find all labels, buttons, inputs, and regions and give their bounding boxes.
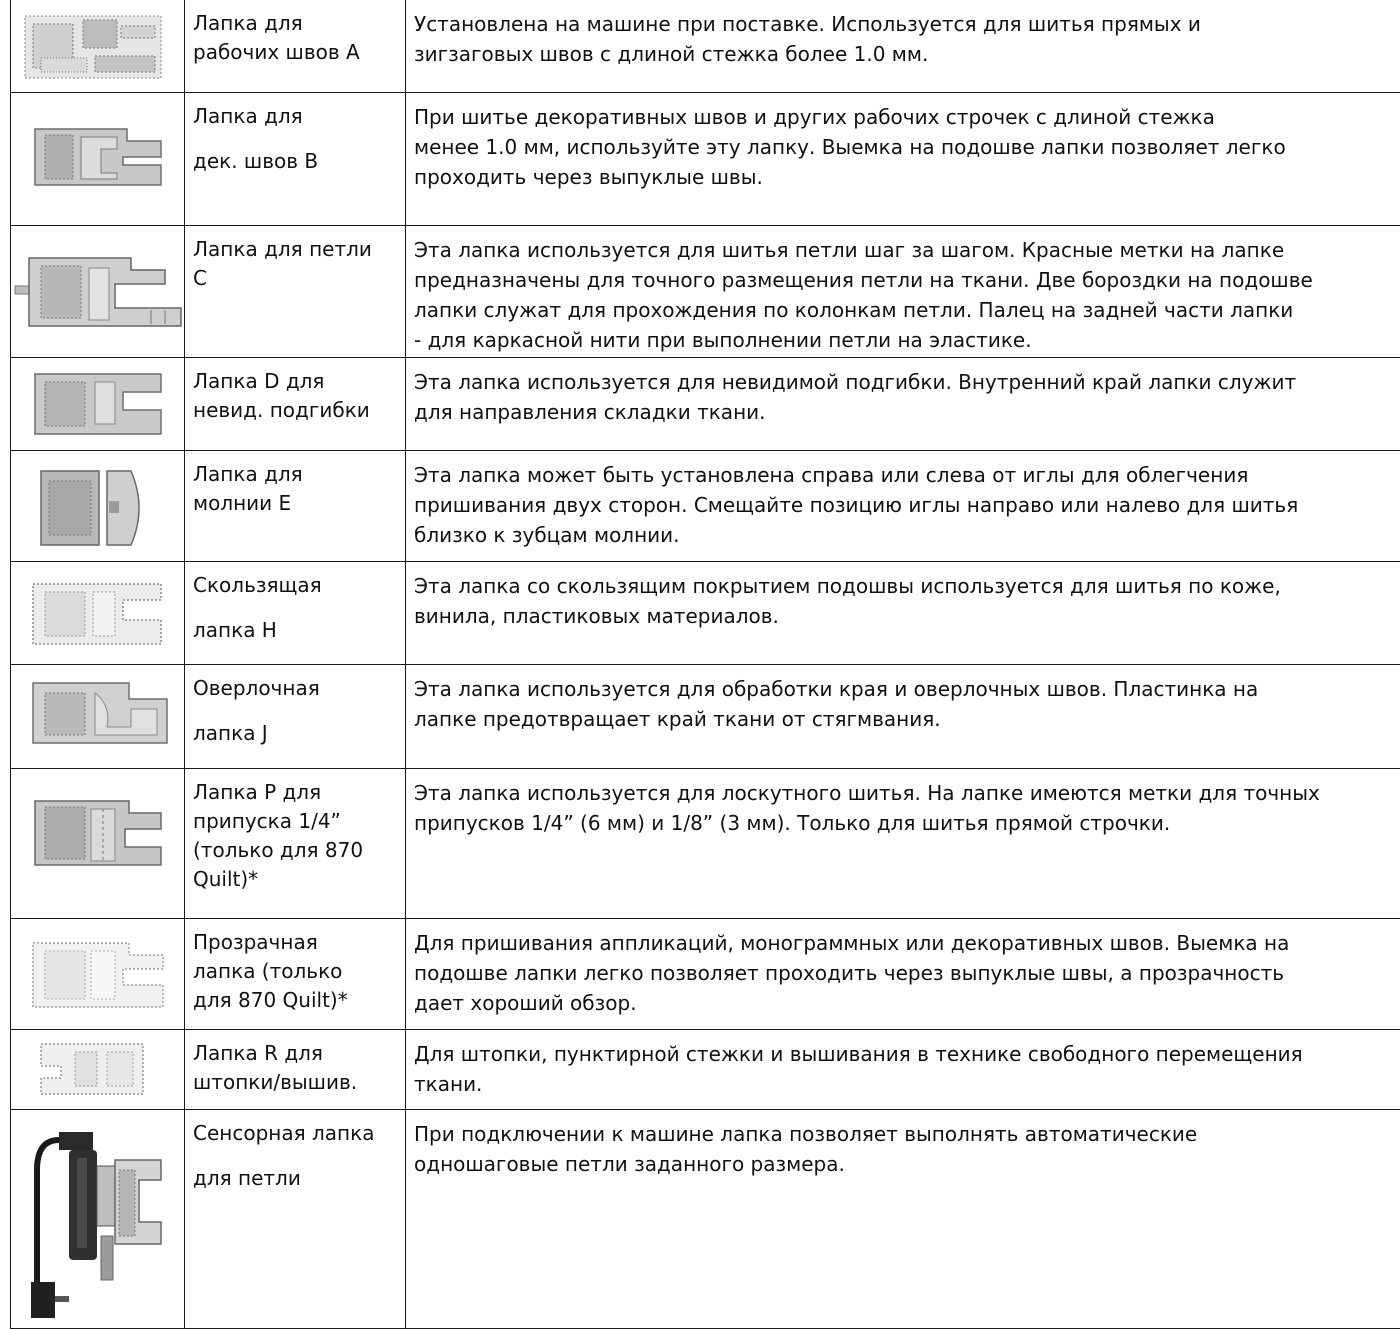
foot-name: лапка Н xyxy=(193,616,401,645)
foot-name: Лапка для xyxy=(193,102,401,131)
foot-description: для направления складки ткани. xyxy=(414,397,1400,427)
image-cell xyxy=(11,92,185,225)
table-row xyxy=(11,561,1400,664)
foot-description: Установлена на машине при поставке. Используется для шитья прямых и xyxy=(414,9,1400,39)
foot-description: пришивания двух сторон. Смещайте позицию иглы направо или налево для шитья xyxy=(414,490,1400,520)
foot-description: лапке предотвращает край ткани от стягмвания. xyxy=(414,704,1400,734)
foot-description-cell xyxy=(406,92,1400,225)
table-row xyxy=(11,357,1400,450)
foot-description: припусков 1/4” (6 мм) и 1/8” (3 мм). Только для шитья прямой строчки. xyxy=(414,808,1400,838)
clear-foot-icon xyxy=(11,919,185,1030)
image-cell xyxy=(11,664,185,768)
table-row xyxy=(11,918,1400,1029)
foot-name: дек. швов В xyxy=(193,147,401,176)
foot-name-cell xyxy=(185,1109,406,1328)
image-cell xyxy=(11,561,185,664)
presser-foot-h-icon xyxy=(11,562,185,665)
foot-description-cell xyxy=(406,225,1400,357)
foot-description: При шитье декоративных швов и других рабочих строчек с длиной стежка xyxy=(414,102,1400,132)
darning-foot-r-icon xyxy=(11,1030,185,1110)
foot-description: лапки служат для прохождения по колонкам петли. Палец на задней части лапки xyxy=(414,295,1400,325)
table-row xyxy=(11,768,1400,918)
foot-name: Лапка для xyxy=(193,460,401,489)
table-row xyxy=(11,450,1400,561)
foot-description: Для штопки, пунктирной стежки и вышивания в технике свободного перемещения xyxy=(414,1039,1400,1069)
foot-description: Эта лапка используется для невидимой подгибки. Внутренний край лапки служит xyxy=(414,367,1400,397)
foot-name: Лапка R для xyxy=(193,1039,401,1068)
foot-name-cell xyxy=(185,92,406,225)
foot-name: Лапка D для xyxy=(193,367,401,396)
foot-name-cell xyxy=(185,664,406,768)
presser-foot-c-icon xyxy=(11,226,185,358)
foot-name: рабочих швов А xyxy=(193,38,401,67)
foot-description-cell xyxy=(406,357,1400,450)
foot-name: лапка (только xyxy=(193,957,401,986)
foot-name: для петли xyxy=(193,1164,401,1193)
foot-name-cell xyxy=(185,918,406,1029)
foot-name: Оверлочная xyxy=(193,674,401,703)
foot-name-cell xyxy=(185,1029,406,1109)
foot-description: ткани. xyxy=(414,1069,1400,1099)
foot-name-cell xyxy=(185,450,406,561)
foot-name: Скользящая xyxy=(193,571,401,600)
image-cell xyxy=(11,0,185,92)
table-row xyxy=(11,1029,1400,1109)
foot-description: При подключении к машине лапка позволяет выполнять автоматические xyxy=(414,1119,1400,1149)
foot-name: невид. подгибки xyxy=(193,396,401,425)
foot-description-cell xyxy=(406,450,1400,561)
foot-description: одношаговые петли заданного размера. xyxy=(414,1149,1400,1179)
foot-description-cell xyxy=(406,664,1400,768)
foot-description: дает хороший обзор. xyxy=(414,988,1400,1018)
image-cell xyxy=(11,768,185,918)
foot-name: молнии Е xyxy=(193,489,401,518)
foot-description: близко к зубцам молнии. xyxy=(414,520,1400,550)
presser-foot-a-icon xyxy=(11,0,185,92)
foot-description: - для каркасной нити при выполнении петли на эластике. xyxy=(414,325,1400,355)
foot-name: Лапка Р для xyxy=(193,778,401,807)
foot-description: подошве лапки легко позволяет проходить через выпуклые швы, а прозрачность xyxy=(414,958,1400,988)
foot-description-cell xyxy=(406,768,1400,918)
foot-description: Эта лапка используется для шитья петли шаг за шагом. Красные метки на лапке xyxy=(414,235,1400,265)
zipper-foot-e-icon xyxy=(11,451,185,562)
foot-description: Эта лапка используется для лоскутного шитья. На лапке имеются метки для точных xyxy=(414,778,1400,808)
foot-description: Эта лапка может быть установлена справа или слева от иглы для облегчения xyxy=(414,460,1400,490)
foot-name: (только для 870 xyxy=(193,836,401,865)
image-cell xyxy=(11,918,185,1029)
table-row xyxy=(11,664,1400,768)
foot-description: зигзаговых швов с длиной стежка более 1.0 мм. xyxy=(414,39,1400,69)
foot-description-cell xyxy=(406,0,1400,92)
presser-foot-d-icon xyxy=(11,358,185,451)
foot-description-cell xyxy=(406,561,1400,664)
image-cell xyxy=(11,225,185,357)
image-cell xyxy=(11,450,185,561)
sensor-buttonhole-foot-icon xyxy=(11,1110,185,1329)
foot-name-cell xyxy=(185,768,406,918)
foot-description: проходить через выпуклые швы. xyxy=(414,162,1400,192)
foot-name: Сенсорная лапка xyxy=(193,1119,401,1148)
image-cell xyxy=(11,357,185,450)
foot-name: для 870 Quilt)* xyxy=(193,986,401,1015)
presser-feet-table xyxy=(10,0,1400,1329)
foot-name: припуска 1/4” xyxy=(193,807,401,836)
foot-name: штопки/вышив. xyxy=(193,1068,401,1097)
foot-name: Прозрачная xyxy=(193,928,401,957)
foot-description-cell xyxy=(406,1109,1400,1328)
foot-name-cell xyxy=(185,561,406,664)
foot-description: винила, пластиковых материалов. xyxy=(414,601,1400,631)
foot-name: Лапка для петли xyxy=(193,235,401,264)
foot-description-cell xyxy=(406,918,1400,1029)
foot-description-cell xyxy=(406,1029,1400,1109)
foot-description: Для пришивания аппликаций, монограммных или декоративных швов. Выемка на xyxy=(414,928,1400,958)
foot-name: лапка J xyxy=(193,719,401,748)
table-row xyxy=(11,0,1400,92)
table-row xyxy=(11,1109,1400,1328)
presser-foot-j-icon xyxy=(11,665,185,769)
foot-description: менее 1.0 мм, используйте эту лапку. Выемка на подошве лапки позволяет легко xyxy=(414,132,1400,162)
foot-name: С xyxy=(193,264,401,293)
table-row xyxy=(11,225,1400,357)
foot-description: предназначены для точного размещения петли на ткани. Две бороздки на подошве xyxy=(414,265,1400,295)
foot-name: Quilt)* xyxy=(193,865,401,894)
foot-description: Эта лапка со скользящим покрытием подошвы используется для шитья по коже, xyxy=(414,571,1400,601)
foot-name-cell xyxy=(185,225,406,357)
presser-foot-p-icon xyxy=(11,769,185,919)
foot-name-cell xyxy=(185,0,406,92)
image-cell xyxy=(11,1029,185,1109)
foot-name-cell xyxy=(185,357,406,450)
foot-description: Эта лапка используется для обработки края и оверлочных швов. Пластинка на xyxy=(414,674,1400,704)
image-cell xyxy=(11,1109,185,1328)
presser-foot-b-icon xyxy=(11,93,185,226)
table-row xyxy=(11,92,1400,225)
foot-name: Лапка для xyxy=(193,9,401,38)
